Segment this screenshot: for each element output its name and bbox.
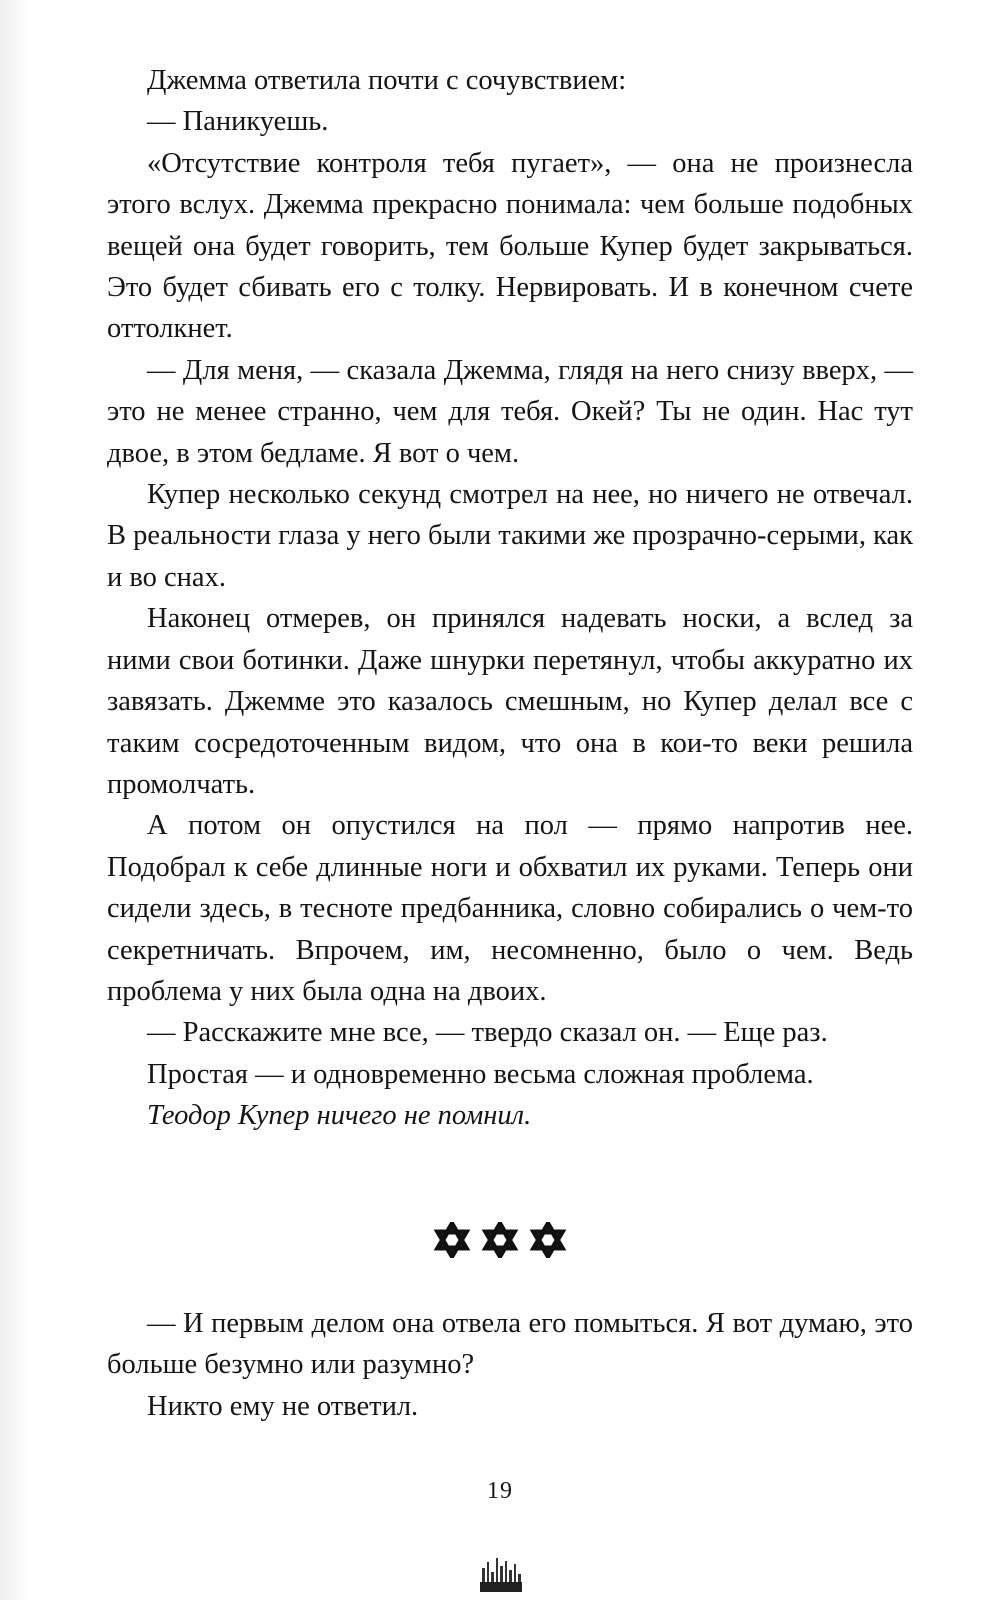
paragraph: Никто ему не ответил. <box>147 1390 419 1422</box>
page-number: 19 <box>487 1478 513 1504</box>
paragraph: — И первым делом она отвела его помыться. Я вот думаю, это больше безумно или разумно? <box>107 1308 913 1381</box>
paragraph: Наконец отмерев, он принялся надевать носки, а вслед за ними свои ботинки. Даже шнурки перетянул, чтобы аккуратно их завязать. Джемме это казалось смешным, но Купер делал все с таким сосредоточенным видом, что она в кои-то веки решила промолчать. <box>107 603 913 800</box>
paragraph: — Расскажите мне все, — твердо сказал он. — Еще раз. <box>147 1017 828 1049</box>
paragraph: Джемма ответила почти с сочувствием: <box>147 65 627 96</box>
paragraph: «Отсутствие контроля тебя пугает», — она не произнесла этого вслух. Джемма прекрасно понимала: чем больше подобных вещей она будет говорить, тем больше Купер будет закрываться. Это будет сбивать его с толку. Нервировать. И в конечном счете оттолкнет. <box>107 147 913 345</box>
italic-paragraph: Теодор Купер ничего не помнил. <box>147 1100 532 1132</box>
page-gutter-shadow <box>0 0 28 1600</box>
star-of-david-icon <box>530 1222 566 1258</box>
star-of-david-icon <box>482 1222 518 1258</box>
main-text <box>107 60 913 1137</box>
paragraph: — Паникуешь. <box>147 106 329 138</box>
star-of-david-icon <box>434 1222 470 1258</box>
paragraph: А потом он опустился на пол — прямо напротив нее. Подобрал к себе длинные ноги и обхватил их руками. Теперь они сидели здесь, в тесноте предбанника, словно собирались о чем-то секретничать. Впрочем, им, несомненно, было о чем. Ведь проблема у них была одна на двоих. <box>107 810 913 1007</box>
continuation-text <box>107 1303 913 1427</box>
paragraph: Купер несколько секунд смотрел на нее, но ничего не отвечал. В реальности глаза у него были такими же прозрачно-серыми, как и во снах. <box>107 479 913 593</box>
section-break <box>0 1222 1000 1268</box>
publisher-mark-icon <box>478 1552 524 1594</box>
paragraph: — Для меня, — сказала Джемма, глядя на него снизу вверх, — это не менее странно, чем для тебя. Окей? Ты не один. Нас тут двое, в этом бедламе. Я вот о чем. <box>107 354 913 469</box>
paragraph: Простая — и одновременно весьма сложная проблема. <box>147 1058 814 1090</box>
